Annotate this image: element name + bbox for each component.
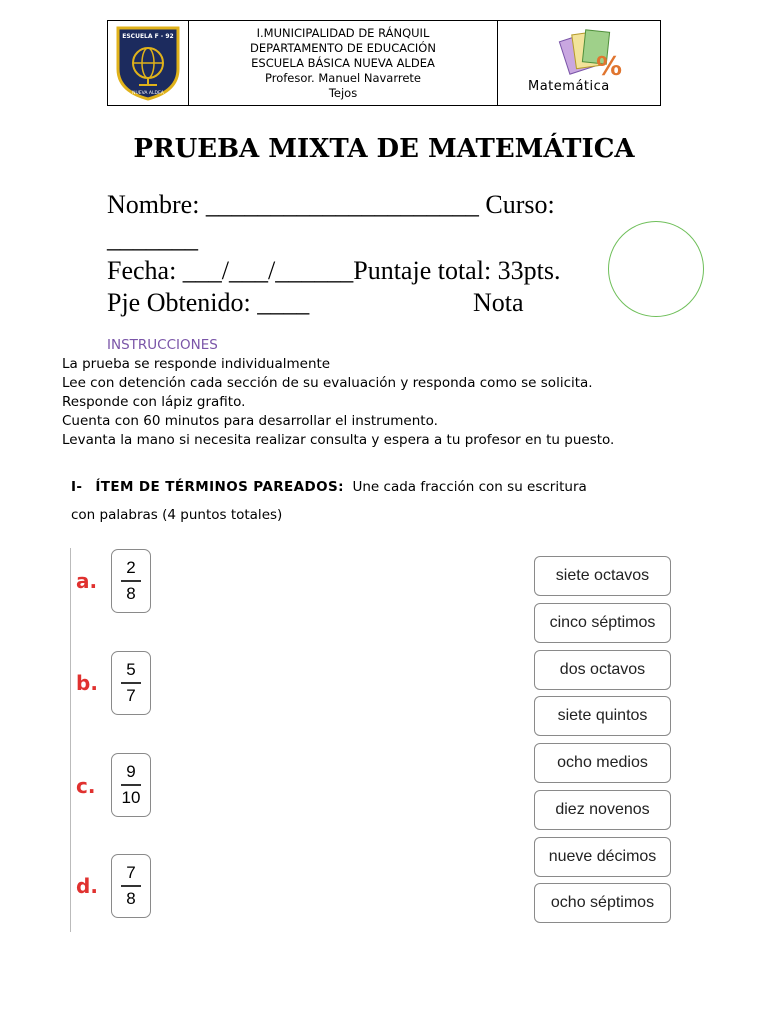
header-line-municipality: I.MUNICIPALIDAD DE RÁNQUIL xyxy=(256,25,430,40)
fraction-denominator: 7 xyxy=(126,685,136,705)
option-box: siete octavos xyxy=(534,556,671,596)
svg-text:%: % xyxy=(596,52,622,79)
fraction-numerator: 9 xyxy=(126,762,136,782)
item-letter-b: b. xyxy=(76,671,98,695)
instruction-item: Cuenta con 60 minutos para desarrollar el instrumento. xyxy=(62,413,438,429)
instructions-title: INSTRUCCIONES xyxy=(107,337,218,353)
left-margin-line xyxy=(70,548,71,932)
option-box: nueve décimos xyxy=(534,837,671,877)
grade-label: Nota xyxy=(473,288,524,317)
instructions-list xyxy=(62,355,614,450)
option-box: diez novenos xyxy=(534,790,671,830)
option-box: cinco séptimos xyxy=(534,603,671,643)
option-box: dos octavos xyxy=(534,650,671,690)
section-number: I- xyxy=(71,479,83,495)
header-line-teacher: Profesor. Manuel Navarrete xyxy=(264,70,421,85)
school-crest-logo xyxy=(115,25,181,101)
header-line-department: DEPARTAMENTO DE EDUCACIÓN xyxy=(250,40,436,55)
fraction-numerator: 7 xyxy=(126,863,136,883)
fraction-denominator: 8 xyxy=(126,583,136,603)
grade-circle xyxy=(608,221,704,317)
instruction-item: Responde con lápiz grafito. xyxy=(62,394,246,410)
option-box: siete quintos xyxy=(534,696,671,736)
fraction-box-d xyxy=(111,854,151,918)
date-score-line: Fecha: ___/___/______Puntaje total: 33pts. xyxy=(107,256,561,285)
fraction-denominator: 10 xyxy=(121,787,141,807)
item-letter-c: c. xyxy=(76,774,96,798)
item-letter-a: a. xyxy=(76,569,98,593)
obtained-score-line: Pje Obtenido: ____ xyxy=(107,288,310,317)
item-letter-d: d. xyxy=(76,874,98,898)
course-blank-line: _______ xyxy=(107,224,198,253)
fraction-bar xyxy=(121,784,141,786)
header-institution-text xyxy=(189,21,498,105)
option-box: ocho séptimos xyxy=(534,883,671,923)
header-line-school: ESCUELA BÁSICA NUEVA ALDEA xyxy=(251,55,435,70)
exam-title: PRUEBA MIXTA DE MATEMÁTICA xyxy=(133,134,635,164)
fraction-denominator: 8 xyxy=(126,888,136,908)
section-heading xyxy=(71,479,587,495)
subject-cell xyxy=(498,21,660,105)
instruction-item: La prueba se responde individualmente xyxy=(62,356,331,372)
section-instruction-continued: con palabras (4 puntos totales) xyxy=(71,507,283,523)
svg-text:NUEVA ALDEA: NUEVA ALDEA xyxy=(132,91,164,96)
section-instruction: Une cada fracción con su escritura xyxy=(352,479,587,495)
fraction-bar xyxy=(121,580,141,582)
option-box: ocho medios xyxy=(534,743,671,783)
subject-label: Matemática xyxy=(528,79,610,94)
instruction-item: Levanta la mano si necesita realizar consulta y espera a tu profesor en tu puesto. xyxy=(62,432,615,448)
name-course-line: Nombre: _____________________ Curso: xyxy=(107,190,555,219)
fraction-box-b xyxy=(111,651,151,715)
fraction-numerator: 2 xyxy=(126,558,136,578)
fraction-numerator: 5 xyxy=(126,660,136,680)
fraction-bar xyxy=(121,885,141,887)
school-logo-cell xyxy=(108,21,189,105)
fraction-box-a xyxy=(111,549,151,613)
svg-text:ESCUELA F - 92: ESCUELA F - 92 xyxy=(122,33,174,40)
math-books-icon xyxy=(556,27,622,79)
header-line-teacher-surname: Tejos xyxy=(328,85,358,100)
header-table xyxy=(107,20,661,106)
fraction-box-c xyxy=(111,753,151,817)
instruction-item: Lee con detención cada sección de su evaluación y responda como se solicita. xyxy=(62,375,593,391)
section-title: ÍTEM DE TÉRMINOS PAREADOS: xyxy=(95,479,344,495)
fraction-bar xyxy=(121,682,141,684)
